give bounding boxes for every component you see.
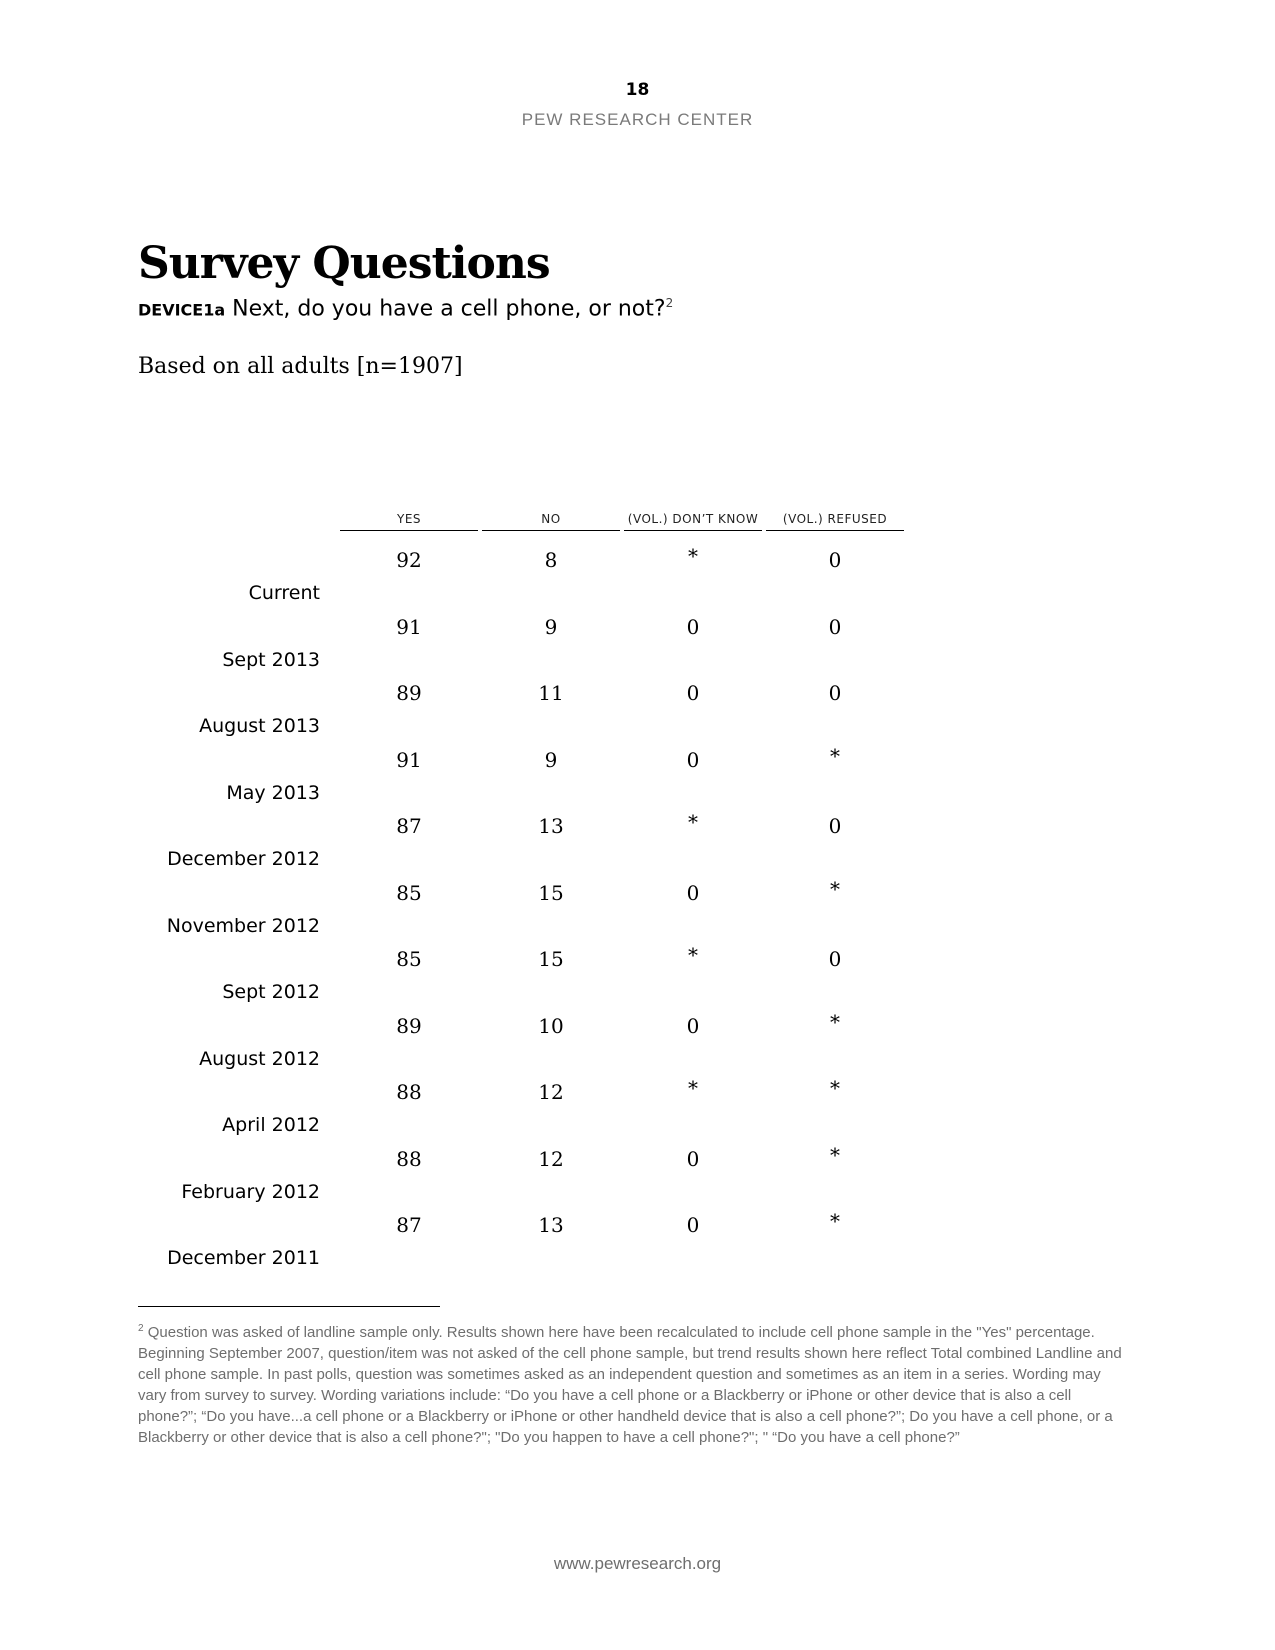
table-cell: 87 <box>396 814 422 838</box>
table-cell: 0 <box>828 614 842 639</box>
table-cell: 0 <box>828 548 842 572</box>
row-label: August 2012 <box>199 1047 320 1070</box>
table-cell: 0 <box>828 947 842 971</box>
footer-url[interactable]: www.pewresearch.org <box>553 1554 722 1573</box>
table-cell: * <box>830 1009 840 1034</box>
table-cell: * <box>830 1076 840 1100</box>
table-cell: 91 <box>396 747 422 772</box>
column-header: (VOL.) REFUSED <box>766 512 904 531</box>
table-cell: * <box>830 1142 840 1167</box>
table-cell: 12 <box>538 1080 564 1104</box>
table-cell: 87 <box>396 1213 422 1237</box>
table-cell: * <box>830 1209 840 1233</box>
table-cell: 88 <box>396 1080 422 1104</box>
table-cell: * <box>688 810 698 834</box>
question-id: DEVICE1a <box>138 300 226 320</box>
table-cell: 0 <box>686 1213 700 1237</box>
table-cell: 91 <box>396 614 422 639</box>
row-label: December 2012 <box>167 848 320 870</box>
table-cell: * <box>688 544 698 568</box>
table-cell: 0 <box>686 681 700 705</box>
table-cell: 89 <box>396 1013 422 1038</box>
table-cell: 13 <box>538 814 564 838</box>
table-cell: * <box>688 1076 698 1100</box>
table-cell: 0 <box>686 1013 700 1038</box>
row-label: April 2012 <box>222 1114 320 1136</box>
row-label: May 2013 <box>226 781 320 804</box>
table-cell: 15 <box>538 947 564 971</box>
table-cell: 92 <box>396 548 422 572</box>
table-cell: 0 <box>686 1146 700 1171</box>
column-header: YES <box>340 512 478 531</box>
table-cell: 13 <box>538 1213 564 1237</box>
row-label: December 2011 <box>167 1247 320 1269</box>
table-cell: 11 <box>538 681 564 705</box>
footnote <box>138 1318 1128 1448</box>
footnote-number: 2 <box>138 1323 144 1334</box>
row-label: February 2012 <box>181 1180 320 1203</box>
table-cell: 0 <box>828 814 842 838</box>
table-cell: 15 <box>538 880 564 905</box>
base-note: Based on all adults [n=1907] <box>138 354 463 379</box>
column-header: NO <box>482 512 620 531</box>
question <box>138 296 673 321</box>
table-cell: 10 <box>538 1013 564 1038</box>
table-cell: * <box>830 743 840 768</box>
page-number: 18 <box>625 80 650 100</box>
table-cell: 85 <box>396 947 422 971</box>
page-title: Survey Questions <box>138 238 550 289</box>
row-label: November 2012 <box>166 914 320 937</box>
column-header: (VOL.) DON’T KNOW <box>624 512 762 531</box>
table-cell: 0 <box>828 681 842 705</box>
table-cell: 85 <box>396 880 422 905</box>
footnote-reference: 2 <box>665 296 674 310</box>
table-cell: 0 <box>686 880 700 905</box>
table-cell: 0 <box>686 747 700 772</box>
table-cell: 9 <box>544 614 558 639</box>
table-cell: * <box>830 876 840 901</box>
table-cell: 12 <box>538 1146 564 1171</box>
table-cell: * <box>688 943 698 967</box>
table-cell: 9 <box>544 747 558 772</box>
table-cell: 0 <box>686 614 700 639</box>
row-label: August 2013 <box>199 715 320 737</box>
table-cell: 89 <box>396 681 422 705</box>
organization-name: PEW RESEARCH CENTER <box>521 110 754 129</box>
table-cell: 8 <box>544 548 558 572</box>
footnote-divider <box>138 1306 440 1307</box>
question-text: Next, do you have a cell phone, or not? <box>232 296 666 322</box>
table-cell: 88 <box>396 1146 422 1171</box>
row-label: Sept 2012 <box>222 981 320 1003</box>
footnote-text: Question was asked of landline sample only. Results shown here have been recalculated to include cell phone sample in the "Yes" percentage. Beginning September 2007, question/item was not asked of the cell phone sample, but trend results shown here reflect Total combined Landline and cell phone sample. In past polls, question was sometimes asked as an independent question and sometimes as an item in a series. Wording may vary from survey to survey. Wording variations include: “Do you have a cell phone or a Blackberry or iPhone or other device that is also a cell phone?”; “Do you have...a cell phone or a Blackberry or iPhone or other handheld device that is also a cell phone?”; Do you have a cell phone, or a Blackberry or other device that is also a cell phone?"; "Do you happen to have a cell phone?"; " “Do you have a cell phone?” <box>138 1324 1122 1446</box>
row-label: Current <box>248 582 320 604</box>
row-label: Sept 2013 <box>222 648 320 671</box>
